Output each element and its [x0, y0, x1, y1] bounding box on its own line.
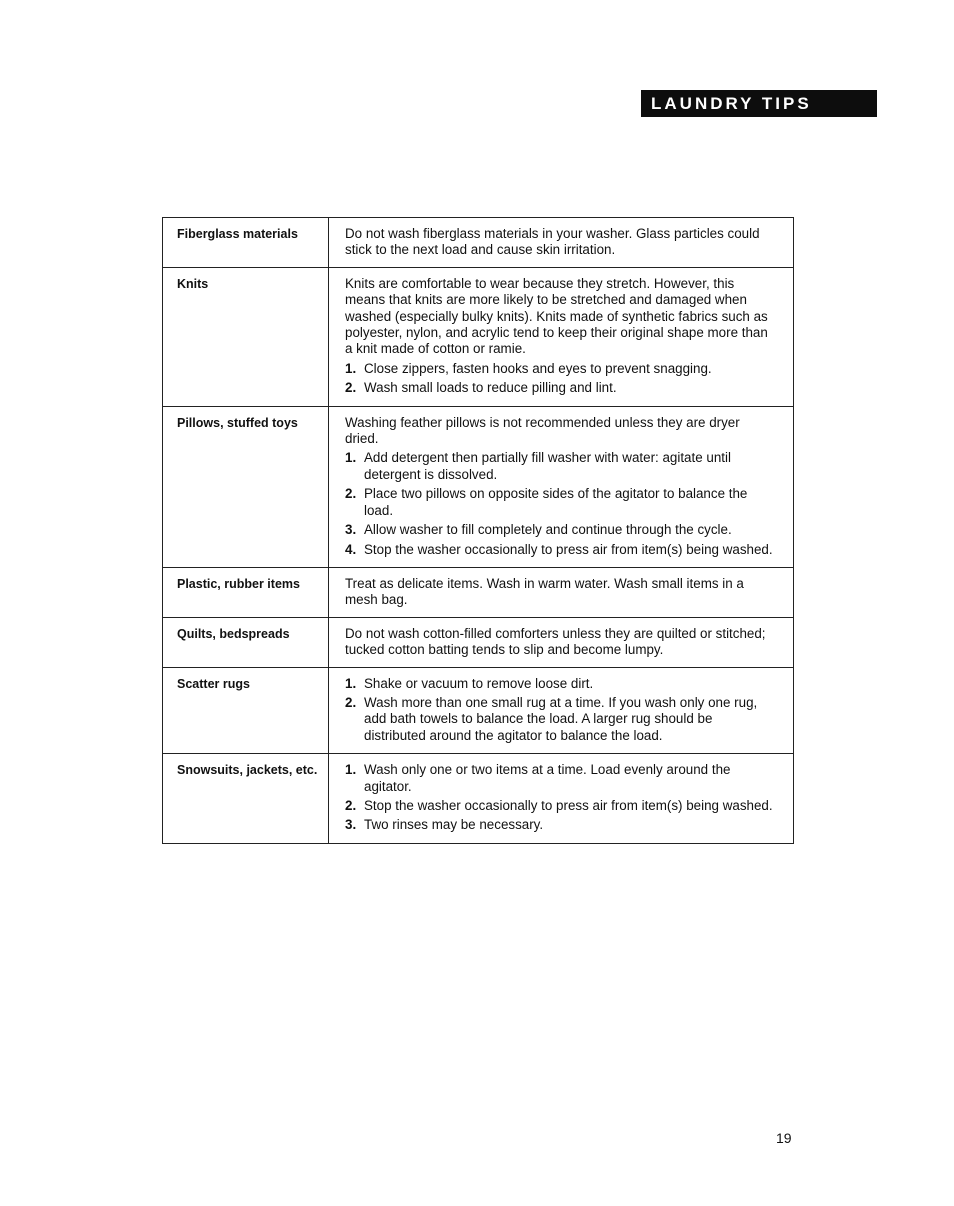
item-instructions: [329, 218, 794, 268]
item-name: Snowsuits, jackets, etc.: [163, 754, 329, 844]
step-text: Wash more than one small rug at a time. If you wash only one rug, add bath towels to balance the load. A larger rug should be distributed around the agitator to balance the load.: [364, 694, 758, 743]
item-instructions: [329, 754, 794, 844]
step-text: Close zippers, fasten hooks and eyes to prevent snagging.: [364, 360, 712, 376]
list-item: [345, 798, 775, 814]
step-number: 1.: [345, 360, 357, 376]
item-instructions: [329, 617, 794, 667]
step-number: 1.: [345, 762, 357, 778]
step-text: Place two pillows on opposite sides of the agitator to balance the load.: [364, 486, 748, 518]
item-name: Plastic, rubber items: [163, 567, 329, 617]
step-text: Two rinses may be necessary.: [364, 817, 544, 833]
step-number: 1.: [345, 450, 357, 466]
step-number: 2.: [345, 797, 357, 813]
step-text: Shake or vacuum to remove loose dirt.: [364, 675, 594, 691]
list-item: [345, 361, 775, 377]
step-text: Stop the washer occasionally to press air from item(s) being washed.: [364, 797, 773, 813]
table-row: [163, 667, 794, 754]
table-row: [163, 218, 794, 268]
step-number: 1.: [345, 675, 357, 691]
table-row: [163, 406, 794, 567]
step-list: [345, 762, 775, 834]
step-number: 2.: [345, 486, 357, 502]
step-text: Wash small loads to reduce pilling and lint.: [364, 380, 617, 396]
section-title: LAUNDRY TIPS: [641, 90, 877, 117]
step-number: 2.: [345, 694, 357, 710]
laundry-tips-body: [163, 218, 794, 844]
item-name: Knits: [163, 267, 329, 406]
item-name: Scatter rugs: [163, 667, 329, 754]
list-item: [345, 522, 775, 538]
table-row: [163, 267, 794, 406]
step-text: Add detergent then partially fill washer with water: agitate until detergent is dissolved.: [364, 450, 731, 482]
step-number: 3.: [345, 817, 357, 833]
list-item: [345, 695, 775, 744]
item-instructions: [329, 406, 794, 567]
item-instructions: [329, 567, 794, 617]
item-instructions: [329, 267, 794, 406]
step-number: 4.: [345, 541, 357, 557]
instruction-text: Do not wash cotton-filled comforters unless they are quilted or stitched; tucked cotton batting tends to slip and become lumpy.: [345, 625, 766, 658]
table-row: [163, 617, 794, 667]
step-text: Wash only one or two items at a time. Load evenly around the agitator.: [364, 762, 731, 794]
step-list: [345, 676, 775, 745]
list-item: [345, 762, 775, 795]
table-row: [163, 567, 794, 617]
laundry-tips-table: [162, 217, 794, 844]
list-item: [345, 486, 775, 519]
item-name: Quilts, bedspreads: [163, 617, 329, 667]
list-item: [345, 817, 775, 833]
item-instructions: [329, 667, 794, 754]
step-text: Stop the washer occasionally to press air from item(s) being washed.: [364, 541, 773, 557]
instruction-text: Do not wash fiberglass materials in your washer. Glass particles could stick to the next load and cause skin irritation.: [345, 226, 760, 258]
instruction-text: Treat as delicate items. Wash in warm water. Wash small items in a mesh bag.: [345, 575, 744, 608]
list-item: [345, 380, 775, 396]
item-name: Pillows, stuffed toys: [163, 406, 329, 567]
step-list: [345, 361, 775, 397]
table-row: [163, 754, 794, 844]
step-text: Allow washer to fill completely and continue through the cycle.: [364, 522, 732, 538]
step-number: 3.: [345, 522, 357, 538]
step-number: 2.: [345, 380, 357, 396]
instruction-text: Knits are comfortable to wear because they stretch. However, this means that knits are more likely to be stretched and damaged when washed (especially bulky knits). Knits made of synthetic fabrics such as polyester, nylon, and acrylic tend to keep their original shape more than a knit made of cotton or ramie.: [345, 275, 768, 357]
list-item: [345, 676, 775, 692]
list-item: [345, 542, 775, 558]
page-number: 19: [776, 1130, 792, 1146]
instruction-text: Washing feather pillows is not recommended unless they are dryer dried.: [345, 414, 740, 447]
step-list: [345, 450, 775, 557]
list-item: [345, 450, 775, 483]
item-name: Fiberglass materials: [163, 218, 329, 268]
